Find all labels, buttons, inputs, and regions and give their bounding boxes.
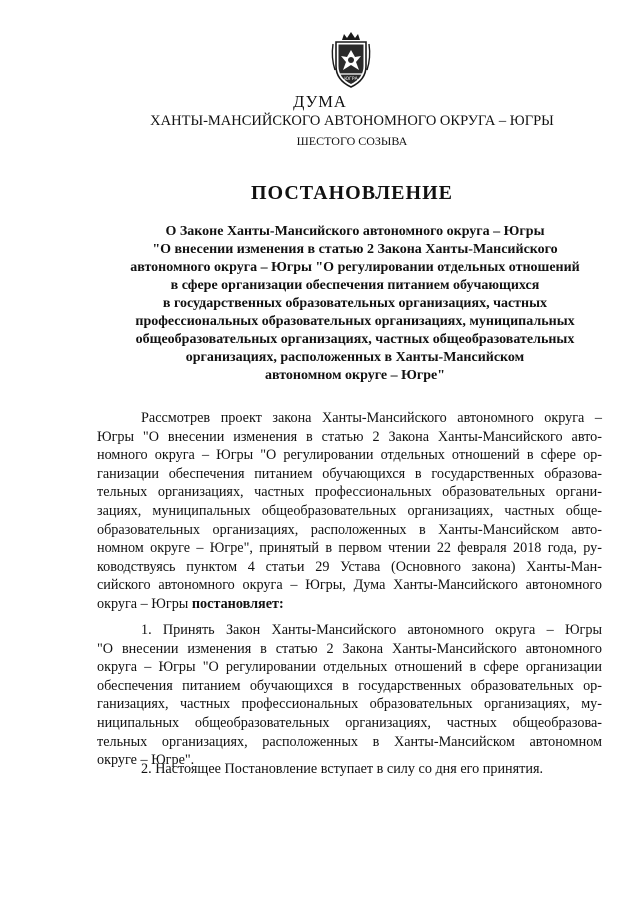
- coat-of-arms-emblem: [330, 30, 372, 90]
- preamble-line: зациях, муниципальных общеобразовательных организациях, частных обще-: [97, 502, 602, 519]
- preamble-last-line: [97, 595, 602, 614]
- preamble-line: номного округа – Югры "О регулировании отдельных отношений в сфере ор-: [97, 447, 602, 464]
- item1-line: тельных организациях, расположенных в Ханты-Мансийском автономном: [97, 733, 602, 750]
- preamble-line: номном округе – Югре", принятый в первом чтении 22 февраля 2018 года, ру-: [97, 540, 602, 557]
- document-subject: [100, 223, 610, 385]
- preamble-line: ганизации обеспечения питанием обучающихся в государственных образова-: [97, 465, 602, 482]
- subject-line: автономного округа – Югры "О регулировании отдельных отношений: [130, 260, 580, 275]
- item1-line: округе – Югре".: [97, 752, 195, 769]
- preamble-line: образовательных организациях, расположенных в Ханты-Мансийском авто-: [97, 521, 602, 538]
- item2-line: 2. Настоящее Постановление вступает в силу со дня его принятия.: [141, 761, 544, 777]
- subject-line: О Законе Ханты-Мансийского автономного округа – Югры: [165, 224, 545, 239]
- preamble-line: сийского автономного округа – Югры, Дума Ханты-Мансийского автономного: [97, 577, 602, 594]
- subject-line: общеобразовательных организациях, частных общеобразовательных: [135, 332, 575, 347]
- resolves-keyword: постановляет:: [191, 595, 284, 612]
- subject-line: в государственных образовательных организациях, частных: [162, 296, 548, 311]
- preamble-line: тельных организациях, частных профессиональных образовательных органи-: [97, 484, 602, 501]
- subject-line: автономном округе – Югре": [264, 368, 446, 383]
- resolution-item-2: [97, 760, 602, 779]
- svg-text:ЮГРА: ЮГРА: [344, 77, 358, 82]
- preamble-line: Рассмотрев проект закона Ханты-Мансийского автономного округа –: [141, 410, 602, 426]
- subject-line: в сфере организации обеспечения питанием обучающихся: [170, 278, 540, 293]
- item1-line: ниципальных общеобразовательных организациях, частных общеобразова-: [97, 714, 602, 731]
- preamble-line: Югры "О внесении изменения в статью 2 Закона Ханты-Мансийского авто-: [97, 428, 602, 445]
- duma-title: ДУМА: [293, 92, 347, 111]
- convocation-title: ШЕСТОГО СОЗЫВА: [296, 134, 408, 148]
- subject-line: профессиональных образовательных организациях, муниципальных: [135, 314, 575, 329]
- item1-line: 1. Принять Закон Ханты-Мансийского автономного округа – Югры: [141, 622, 602, 638]
- resolution-item-1: [97, 621, 602, 770]
- preamble-line: ководствуясь пунктом 4 статьи 29 Устава (Основного закона) Ханты-Ман-: [97, 558, 602, 575]
- preamble-line: округа – Югры: [97, 595, 189, 612]
- item1-line: обеспечения питанием обучающихся в государственных образовательных ор-: [97, 677, 602, 694]
- item1-line: "О внесении изменения в статью 2 Закона Ханты-Мансийского автономного: [97, 640, 602, 657]
- okrug-title: ХАНТЫ-МАНСИЙСКОГО АВТОНОМНОГО ОКРУГА – ЮГРЫ: [150, 113, 554, 129]
- subject-line: организациях, расположенных в Ханты-Мансийском: [185, 350, 525, 365]
- preamble-paragraph: [97, 409, 602, 614]
- subject-line: "О внесении изменения в статью 2 Закона Ханты-Мансийского: [152, 242, 558, 257]
- item1-line: округа – Югры "О регулировании отдельных отношений в сфере организации: [97, 659, 602, 676]
- document-type-heading: ПОСТАНОВЛЕНИЕ: [251, 182, 453, 204]
- item1-line: ганизациях, частных профессиональных образовательных организациях, му-: [97, 696, 602, 713]
